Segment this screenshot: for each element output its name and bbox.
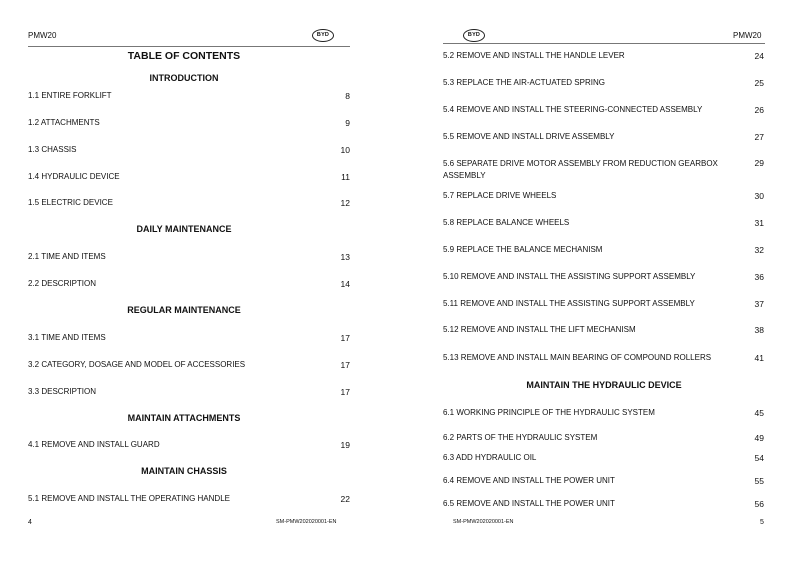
toc-page-number: 56 (754, 499, 764, 509)
toc-page-number: 22 (340, 494, 350, 504)
section-heading-introduction: INTRODUCTION (149, 73, 219, 83)
toc-page-number: 17 (340, 333, 350, 343)
toc-page-number: 36 (754, 272, 764, 282)
toc-entry-5-6[interactable]: 5.6 SEPARATE DRIVE MOTOR ASSEMBLY FROM REDUCTION GEARBOX ASSEMBLY (443, 159, 718, 180)
section-heading-maintain-hydraulic-device: MAINTAIN THE HYDRAULIC DEVICE (526, 380, 682, 390)
toc-page-number: 24 (754, 51, 764, 61)
toc-entry-1-4[interactable]: 1.4 HYDRAULIC DEVICE (28, 172, 120, 181)
footer-document-code: SM-PMW202020001-EN (453, 519, 514, 525)
toc-entry-6-3[interactable]: 6.3 ADD HYDRAULIC OIL (443, 453, 537, 462)
toc-page-number: 45 (754, 408, 764, 418)
toc-page-number: 29 (754, 158, 764, 168)
toc-page-number: 10 (340, 145, 350, 155)
footer-document-code: SM-PMW202020001-EN (276, 519, 337, 525)
toc-entry-5-3[interactable]: 5.3 REPLACE THE AIR-ACTUATED SPRING (443, 78, 605, 87)
footer-page-number: 4 (28, 519, 32, 526)
toc-page-number: 19 (340, 440, 350, 450)
toc-page-number: 26 (754, 105, 764, 115)
header-divider (443, 43, 765, 44)
toc-entry-5-10[interactable]: 5.10 REMOVE AND INSTALL THE ASSISTING SUPPORT ASSEMBLY (443, 272, 696, 281)
toc-entry-5-4[interactable]: 5.4 REMOVE AND INSTALL THE STEERING-CONNECTED ASSEMBLY (443, 105, 703, 114)
toc-page-number: 38 (754, 325, 764, 335)
header-model-name: PMW20 (733, 31, 762, 40)
toc-entry-3-1[interactable]: 3.1 TIME AND ITEMS (28, 333, 106, 342)
toc-entry-5-9[interactable]: 5.9 REPLACE THE BALANCE MECHANISM (443, 245, 603, 254)
toc-page-number: 32 (754, 245, 764, 255)
section-heading-regular-maintenance: REGULAR MAINTENANCE (127, 305, 241, 315)
toc-page-number: 25 (754, 78, 764, 88)
toc-entry-6-5[interactable]: 6.5 REMOVE AND INSTALL THE POWER UNIT (443, 499, 615, 508)
section-heading-maintain-attachments: MAINTAIN ATTACHMENTS (127, 413, 241, 423)
toc-page-number: 55 (754, 476, 764, 486)
header-model-name: PMW20 (28, 31, 57, 40)
toc-entry-5-11[interactable]: 5.11 REMOVE AND INSTALL THE ASSISTING SUPPORT ASSEMBLY (443, 299, 695, 308)
byd-logo-icon: BYD (312, 29, 334, 42)
toc-entry-3-3[interactable]: 3.3 DESCRIPTION (28, 387, 97, 396)
toc-entry-5-5[interactable]: 5.5 REMOVE AND INSTALL DRIVE ASSEMBLY (443, 132, 615, 141)
toc-page-number: 12 (340, 198, 350, 208)
toc-page-number: 17 (340, 360, 350, 370)
toc-entry-1-5[interactable]: 1.5 ELECTRIC DEVICE (28, 198, 113, 207)
toc-title: TABLE OF CONTENTS (127, 50, 241, 62)
toc-entry-5-8[interactable]: 5.8 REPLACE BALANCE WHEELS (443, 218, 570, 227)
toc-page-number: 9 (345, 118, 350, 128)
toc-entry-6-4[interactable]: 6.4 REMOVE AND INSTALL THE POWER UNIT (443, 476, 615, 485)
toc-page-number: 49 (754, 433, 764, 443)
toc-page-number: 30 (754, 191, 764, 201)
toc-page-number: 11 (341, 172, 350, 182)
toc-page-number: 41 (754, 353, 764, 363)
byd-logo-icon: BYD (463, 29, 485, 42)
toc-page-number: 8 (345, 91, 350, 101)
footer-page-number: 5 (760, 519, 764, 526)
toc-page-number: 27 (754, 132, 764, 142)
toc-entry-2-2[interactable]: 2.2 DESCRIPTION (28, 279, 97, 288)
header-divider (28, 46, 350, 47)
toc-page-number: 17 (340, 387, 350, 397)
toc-entry-4-1[interactable]: 4.1 REMOVE AND INSTALL GUARD (28, 440, 160, 449)
section-heading-maintain-chassis: MAINTAIN CHASSIS (141, 466, 227, 476)
toc-entry-5-1[interactable]: 5.1 REMOVE AND INSTALL THE OPERATING HANDLE (28, 494, 230, 503)
left-page (0, 0, 396, 561)
right-page (396, 0, 793, 561)
toc-entry-1-1[interactable]: 1.1 ENTIRE FORKLIFT (28, 91, 112, 100)
section-heading-daily-maintenance: DAILY MAINTENANCE (136, 224, 232, 234)
toc-entry-5-2[interactable]: 5.2 REMOVE AND INSTALL THE HANDLE LEVER (443, 51, 625, 60)
toc-entry-1-2[interactable]: 1.2 ATTACHMENTS (28, 118, 100, 127)
toc-page-number: 14 (340, 279, 350, 289)
toc-entry-2-1[interactable]: 2.1 TIME AND ITEMS (28, 252, 106, 261)
toc-entry-5-13[interactable]: 5.13 REMOVE AND INSTALL MAIN BEARING OF COMPOUND ROLLERS (443, 353, 712, 362)
toc-page-number: 13 (340, 252, 350, 262)
toc-entry-3-2[interactable]: 3.2 CATEGORY, DOSAGE AND MODEL OF ACCESSORIES (28, 360, 246, 369)
toc-entry-6-2[interactable]: 6.2 PARTS OF THE HYDRAULIC SYSTEM (443, 433, 598, 442)
toc-page-number: 37 (754, 299, 764, 309)
toc-entry-6-1[interactable]: 6.1 WORKING PRINCIPLE OF THE HYDRAULIC SYSTEM (443, 408, 655, 417)
toc-entry-5-7[interactable]: 5.7 REPLACE DRIVE WHEELS (443, 191, 557, 200)
toc-entry-1-3[interactable]: 1.3 CHASSIS (28, 145, 77, 154)
toc-page-number: 31 (754, 218, 764, 228)
toc-entry-5-12[interactable]: 5.12 REMOVE AND INSTALL THE LIFT MECHANISM (443, 325, 636, 334)
toc-page-number: 54 (754, 453, 764, 463)
